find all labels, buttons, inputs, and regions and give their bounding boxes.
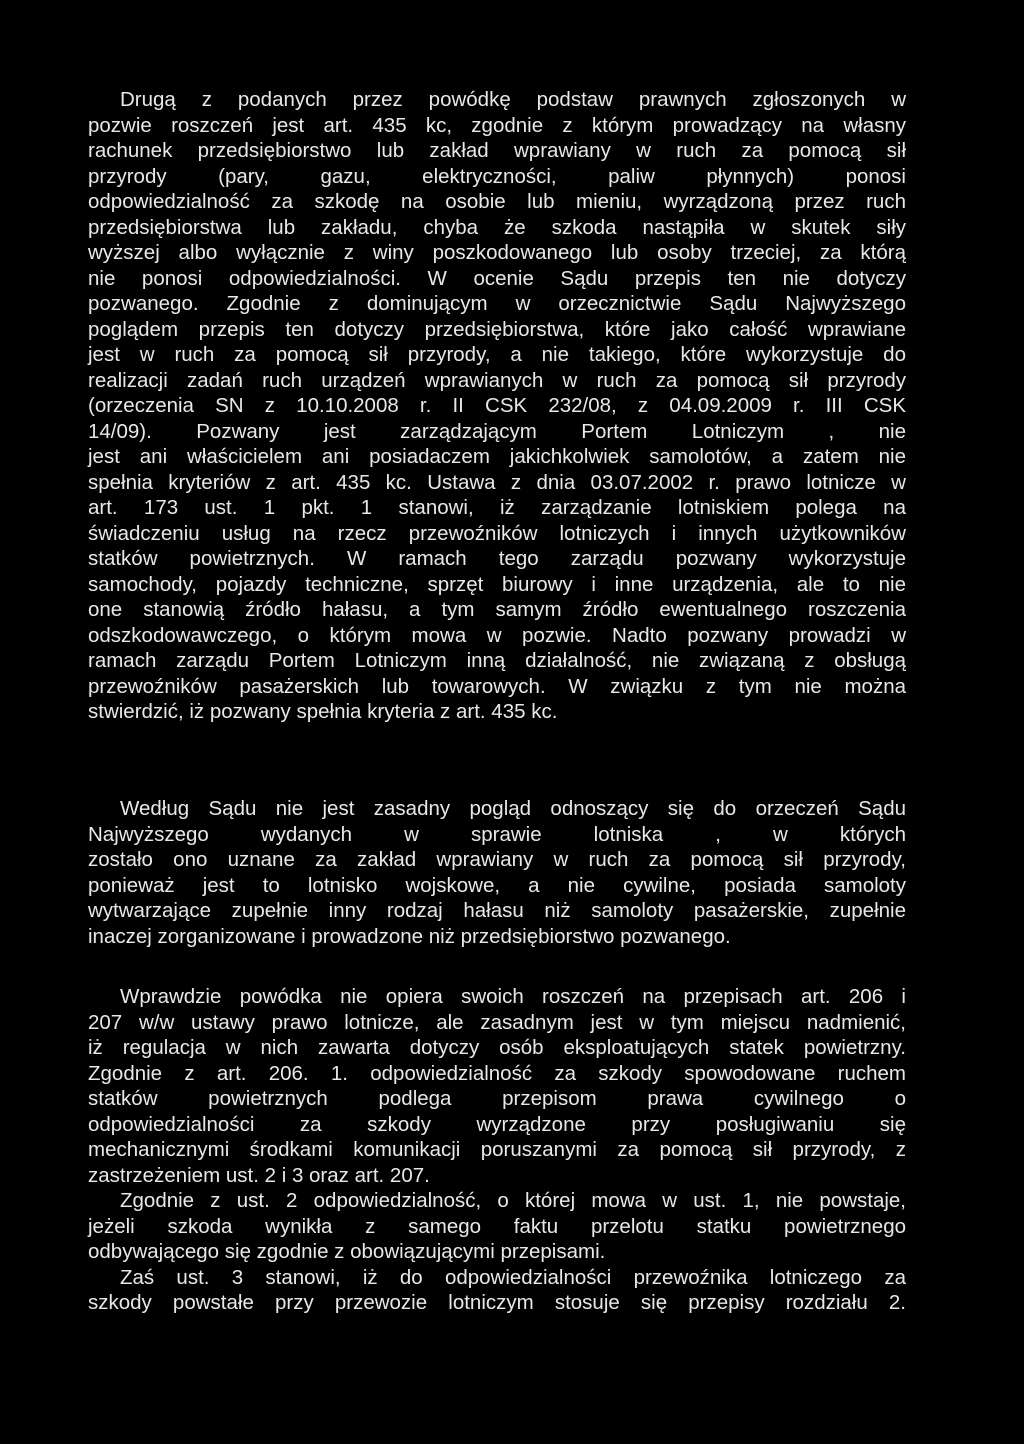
paragraph-1	[88, 87, 906, 725]
text-line: Zgodnie z ust. 2 odpowiedzialność, o której mowa w ust. 1, nie powstaje,	[120, 1189, 906, 1212]
text-line: nie ponosi odpowiedzialności. W ocenie Sądu przepis ten nie dotyczy	[88, 266, 906, 290]
text-line: pozwie roszczeń jest art. 435 kc, zgodnie z którym prowadzący na własny	[88, 113, 906, 137]
text-line: iż regulacja w nich zawarta dotyczy osób eksploatujących statek powietrzny.	[88, 1036, 906, 1059]
text-line: szkody powstałe przy przewozie lotniczym stosuje się przepisy rozdziału 2.	[88, 1291, 906, 1314]
text-line: 14/09). Pozwany jest zarządzającym Portem Lotniczym , nie	[88, 419, 906, 443]
text-line: statków powietrznych podlega przepisom prawa cywilnego o	[88, 1087, 906, 1110]
paragraph-3	[88, 984, 906, 1316]
paragraph-2	[88, 796, 906, 949]
text-line: Najwyższego wydanych w sprawie lotniska , w których	[88, 822, 906, 846]
text-line: ramach zarządu Portem Lotniczym inną działalność, nie związaną z obsługą	[88, 649, 906, 672]
text-line: pozwanego. Zgodnie z dominującym w orzecznictwie Sądu Najwyższego	[88, 292, 906, 315]
text-line: jeżeli szkoda wynikła z samego faktu przelotu statku powietrznego	[88, 1214, 906, 1238]
text-line: art. 173 ust. 1 pkt. 1 stanowi, iż zarządzanie lotniskiem polega na	[88, 496, 906, 519]
text-line: zostało ono uznane za zakład wprawiany w ruch za pomocą sił przyrody,	[88, 848, 906, 871]
text-line: stwierdzić, iż pozwany spełnia kryteria z art. 435 kc.	[88, 700, 558, 723]
text-line: Wprawdzie powódka nie opiera swoich roszczeń na przepisach art. 206 i	[120, 985, 906, 1008]
text-line: Zgodnie z art. 206. 1. odpowiedzialność za szkody spowodowane ruchem	[88, 1061, 906, 1085]
text-line: one stanowią źródło hałasu, a tym samym źródło ewentualnego roszczenia	[88, 598, 906, 621]
text-line: przyrody (pary, gazu, elektryczności, paliw płynnych) ponosi	[88, 164, 906, 188]
text-line: realizacji zadań ruch urządzeń wprawianych w ruch za pomocą sił przyrody	[88, 368, 906, 392]
text-line: odbywającego się zgodnie z obowiązującymi przepisami.	[88, 1240, 606, 1263]
text-line: statków powietrznych. W ramach tego zarządu pozwany wykorzystuje	[88, 547, 906, 570]
text-line: przedsiębiorstwa lub zakładu, chyba że szkoda nastąpiła w skutek siły	[88, 215, 906, 239]
text-line: Według Sądu nie jest zasadny pogląd odnoszący się do orzeczeń Sądu	[120, 797, 906, 820]
text-line: wyższej albo wyłącznie z winy poszkodowanego lub osoby trzeciej, za którą	[88, 241, 906, 264]
text-line: spełnia kryteriów z art. 435 kc. Ustawa z dnia 03.07.2002 r. prawo lotnicze w	[88, 470, 906, 494]
text-line: odpowiedzialności za szkody wyrządzone przy posługiwaniu się	[88, 1112, 906, 1136]
text-line: (orzeczenia SN z 10.10.2008 r. II CSK 232/08, z 04.09.2009 r. III CSK	[88, 394, 906, 417]
text-line: rachunek przedsiębiorstwo lub zakład wprawiany w ruch za pomocą sił	[88, 139, 906, 162]
text-line: jest w ruch za pomocą sił przyrody, a nie takiego, które wykorzystuje do	[88, 343, 906, 366]
text-line: jest ani właścicielem ani posiadaczem jakichkolwiek samolotów, a zatem nie	[88, 445, 906, 468]
text-line: mechanicznymi środkami komunikacji poruszanymi za pomocą sił przyrody, z	[88, 1138, 906, 1161]
text-line: Zaś ust. 3 stanowi, iż do odpowiedzialności przewoźnika lotniczego za	[120, 1265, 906, 1289]
text-line: Drugą z podanych przez powódkę podstaw prawnych zgłoszonych w	[120, 88, 906, 111]
text-line: zastrzeżeniem ust. 2 i 3 oraz art. 207.	[88, 1163, 430, 1187]
text-line: wytwarzające zupełnie inny rodzaj hałasu niż samoloty pasażerskie, zupełnie	[88, 899, 906, 922]
text-line: świadczeniu usług na rzecz przewoźników lotniczych i innych użytkowników	[88, 521, 906, 545]
text-line: przewoźników pasażerskich lub towarowych. W związku z tym nie można	[88, 674, 906, 698]
text-line: poglądem przepis ten dotyczy przedsiębiorstwa, które jako całość wprawiane	[88, 317, 906, 341]
text-line: 207 w/w ustawy prawo lotnicze, ale zasadnym jest w tym miejscu nadmienić,	[88, 1010, 906, 1034]
text-line: odszkodowawczego, o którym mowa w pozwie. Nadto pozwany prowadzi w	[88, 623, 906, 647]
text-line: inaczej zorganizowane i prowadzone niż przedsiębiorstwo pozwanego.	[88, 924, 731, 948]
text-line: samochody, pojazdy techniczne, sprzęt biurowy i inne urządzenia, ale to nie	[88, 572, 906, 596]
text-line: odpowiedzialność za szkodę na osobie lub mieniu, wyrządzoną przez ruch	[88, 190, 906, 213]
text-line: ponieważ jest to lotnisko wojskowe, a nie cywilne, posiada samoloty	[88, 873, 906, 897]
